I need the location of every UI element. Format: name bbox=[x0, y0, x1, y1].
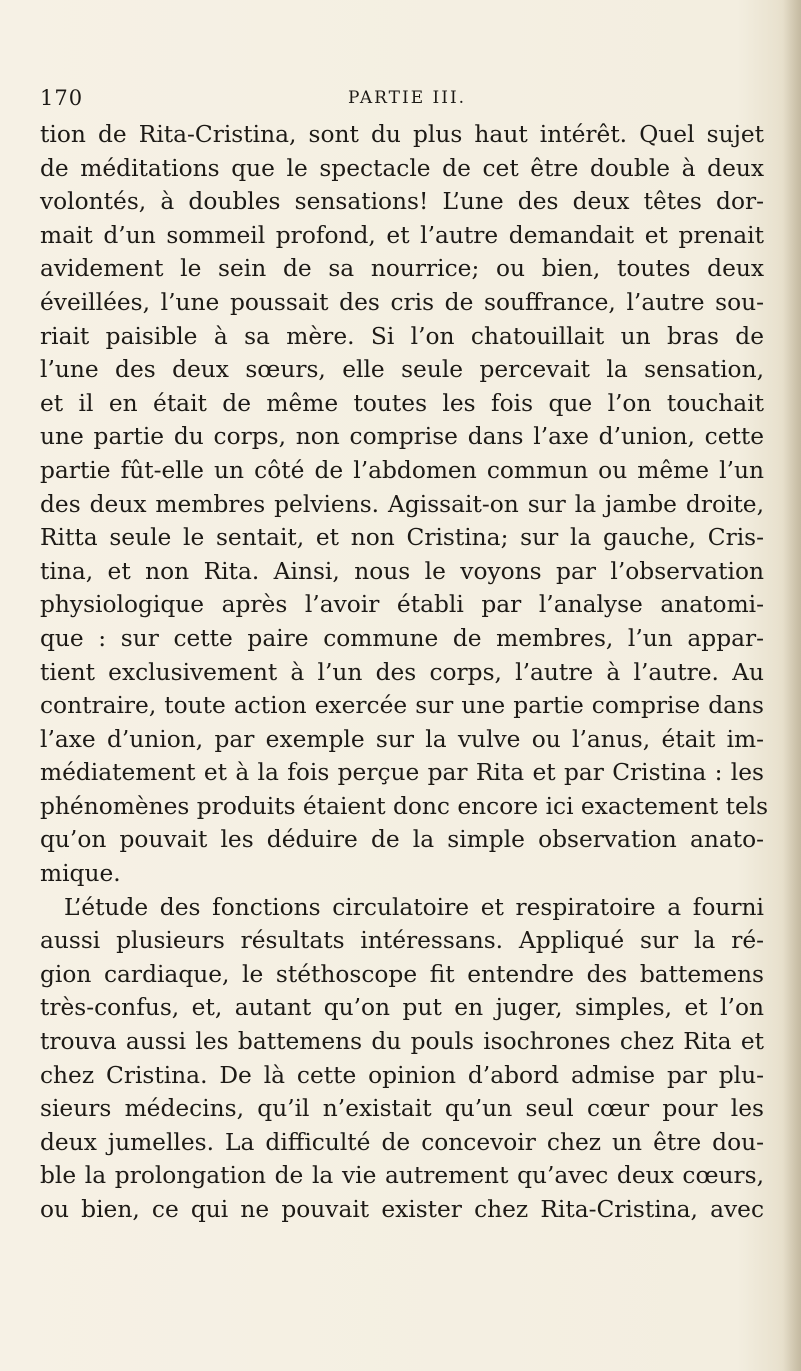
text-line: une partie du corps, non comprise dans l’axe d’union, cette bbox=[40, 423, 764, 451]
text-line: tient exclusivement à l’un des corps, l’autre à l’autre. Au bbox=[40, 658, 764, 686]
text-line: deux jumelles. La difficulté de concevoir chez un être dou- bbox=[40, 1128, 764, 1156]
text-line: aussi plusieurs résultats intéressans. Appliqué sur la ré- bbox=[40, 927, 764, 955]
text-line: l’une des deux sœurs, elle seule percevait la sensation, bbox=[40, 356, 764, 384]
text-line: physiologique après l’avoir établi par l’analyse anatomi- bbox=[40, 591, 764, 619]
text-line: phénomènes produits étaient donc encore ici exactement tels bbox=[40, 792, 769, 820]
text-line: et il en était de même toutes les fois que l’on touchait bbox=[40, 389, 764, 417]
text-line: avidement le sein de sa nourrice; ou bien, toutes deux bbox=[40, 255, 764, 283]
page-header bbox=[40, 86, 760, 116]
text-line: chez Cristina. De là cette opinion d’abord admise par plu- bbox=[40, 1061, 764, 1089]
page-number: 170 bbox=[40, 86, 84, 110]
text-line: que : sur cette paire commune de membres, l’un appar- bbox=[40, 624, 764, 652]
text-line: tion de Rita-Cristina, sont du plus haut intérêt. Quel sujet bbox=[40, 121, 764, 148]
text-line: mait d’un sommeil profond, et l’autre demandait et prenait bbox=[40, 221, 764, 249]
text-line: très-confus, et, autant qu’on put en juger, simples, et l’on bbox=[40, 994, 764, 1022]
page-edge-shadow bbox=[783, 0, 801, 1371]
paragraph-start-line: L’étude des fonctions circulatoire et respiratoire a fourni bbox=[64, 893, 764, 921]
text-line: riait paisible à sa mère. Si l’on chatouillait un bras de bbox=[40, 322, 764, 350]
text-line: mique. bbox=[40, 860, 121, 888]
text-line: volontés, à doubles sensations! L’une des deux têtes dor- bbox=[40, 188, 764, 216]
text-line: qu’on pouvait les déduire de la simple observation anato- bbox=[40, 826, 764, 854]
running-head: PARTIE III. bbox=[348, 88, 467, 108]
text-line: gion cardiaque, le stéthoscope fit entendre des battemens bbox=[40, 960, 764, 988]
text-line: Ritta seule le sentait, et non Cristina; sur la gauche, Cris- bbox=[40, 524, 764, 552]
body-text bbox=[40, 118, 769, 1227]
text-line: ou bien, ce qui ne pouvait exister chez Rita-Cristina, avec bbox=[40, 1196, 764, 1223]
text-line: des deux membres pelviens. Agissait-on sur la jambe droite, bbox=[40, 490, 764, 518]
text-line: éveillées, l’une poussait des cris de souffrance, l’autre sou- bbox=[40, 288, 764, 316]
text-line: tina, et non Rita. Ainsi, nous le voyons par l’observation bbox=[40, 557, 764, 585]
text-line: l’axe d’union, par exemple sur la vulve ou l’anus, était im- bbox=[40, 725, 764, 753]
text-line: médiatement et à la fois perçue par Rita et par Cristina : les bbox=[40, 759, 764, 787]
text-line: sieurs médecins, qu’il n’existait qu’un seul cœur pour les bbox=[40, 1095, 764, 1123]
text-line: partie fût-elle un côté de l’abdomen commun ou même l’un bbox=[40, 456, 764, 484]
text-line: contraire, toute action exercée sur une partie comprise dans bbox=[40, 692, 764, 720]
text-line: trouva aussi les battemens du pouls isochrones chez Rita et bbox=[40, 1028, 764, 1056]
text-line: de méditations que le spectacle de cet être double à deux bbox=[40, 154, 764, 182]
text-line: ble la prolongation de la vie autrement qu’avec deux cœurs, bbox=[40, 1162, 764, 1190]
